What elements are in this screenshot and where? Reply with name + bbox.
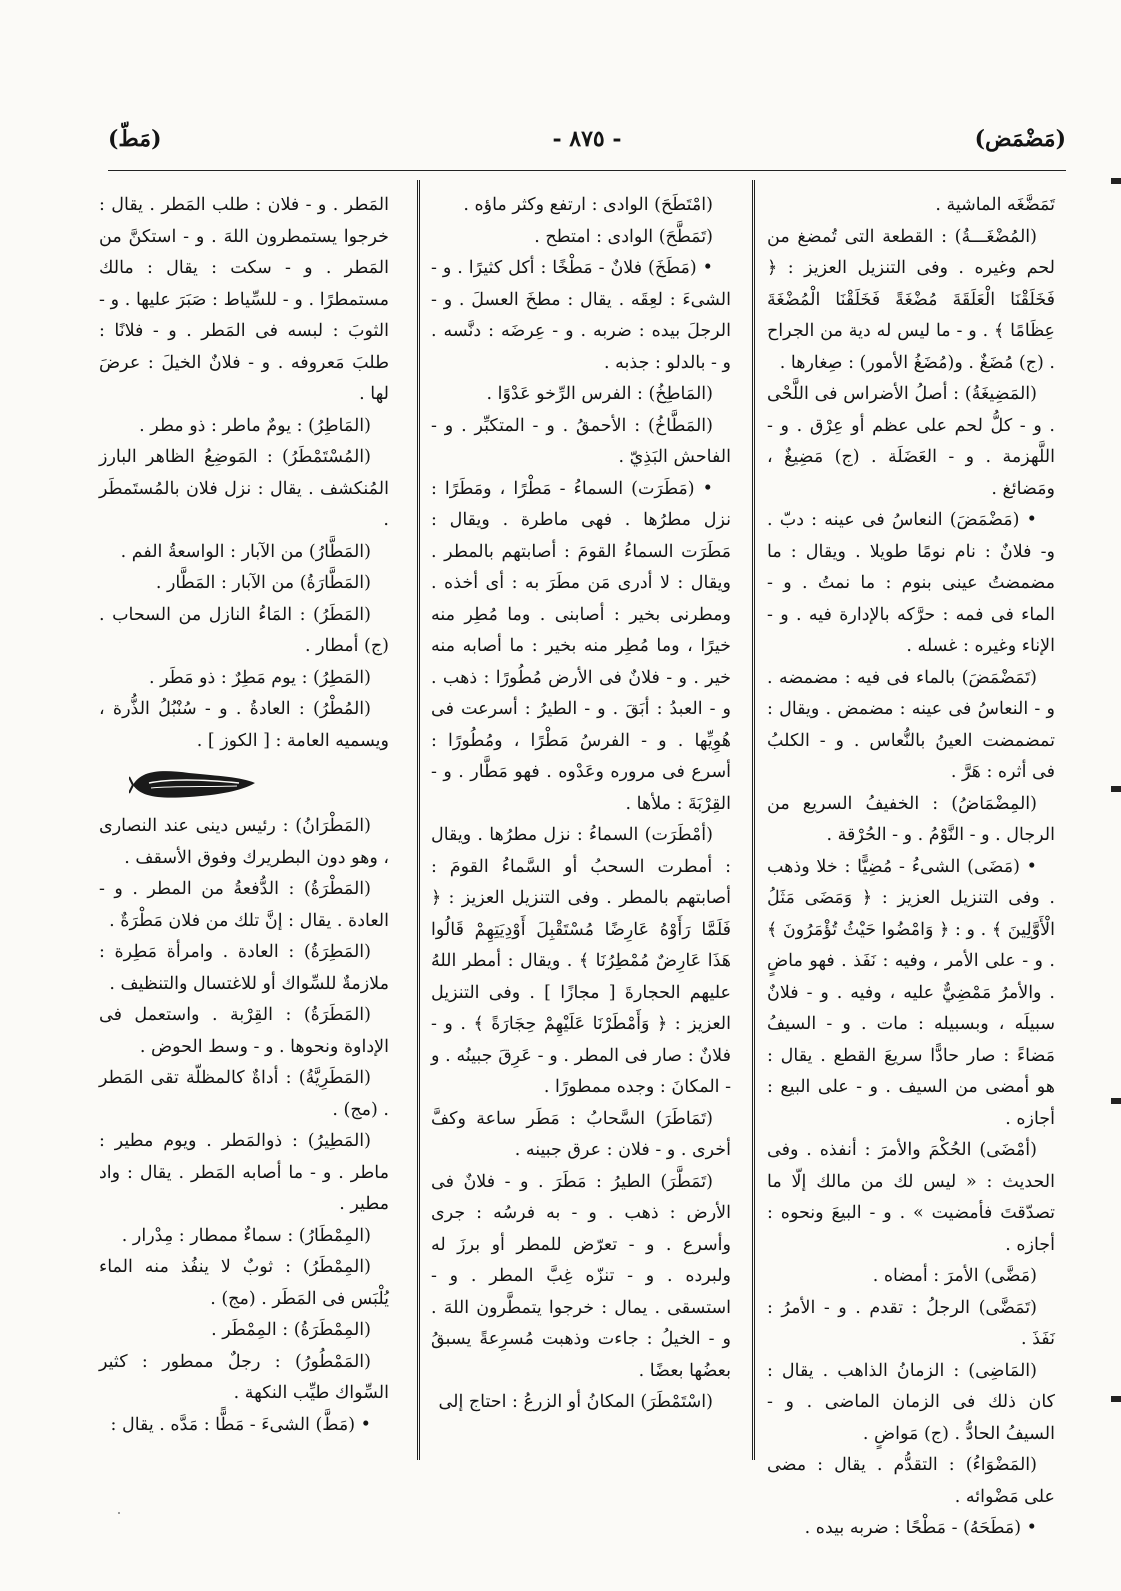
entry-paragraph: • (مَطَّ) الشىءَ - مَطًّا : مَدَّه . يقال :	[110, 1414, 371, 1435]
column-divider	[417, 180, 423, 1460]
entry-paragraph: (المِمْطَارُ) : سماءٌ ممطار : مِدْرار .	[121, 1225, 371, 1246]
column-right	[767, 190, 1055, 1538]
entry-paragraph: (المَطَرَةُ) : القِرْبة . واستعمل فى الإداوة ونحوها . و - وسط الحوض .	[99, 1005, 389, 1057]
entry-paragraph: (أمْطَرَت) السماءُ : نزل مطرُها . ويقال : أمطرت السحبُ أو السَّماءُ القومَ : أصابتهم بالمطر . وفى التنزيل العزيز : ﴿ فَلَمَّا رَأَوْهُ عَارِضًا مُسْتَقْبِلَ أَوْدِيَتِهِمْ قَالُوا هَذَا عَارِضٌ مُمْطِرُنَا ﴾ . ويقال : أمطر اللهُ عليهم الحجارةَ [ مجازًا ] . وفى التنزيل العزيز : ﴿ وَأَمْطَرْنَا عَلَيْهِمْ حِجَارَةً ﴾ . و - فلانٌ : صار فى المطر . و - عَرِقَ جبينُه . و - المكانَ : وجده ممطورًا .	[431, 825, 731, 1097]
entry-paragraph: (المَطَّارَةُ) من الآبار : المَطَّار .	[155, 573, 371, 593]
entry-paragraph: (المِمْطَرَةُ) : المِمْطَر .	[211, 1320, 371, 1340]
entry-paragraph: • (مَضَى) الشىءُ - مُضِيًّا : خلا وذهب . وفى التنزيل العزيز : ﴿ وَمَضَى مَثَلُ الْأَوَّلِينَ ﴾ . و : ﴿ وَامْضُوا حَيْثُ تُؤْمَرُونَ ﴾ . و - على الأمر ، وفيه : نَفَذ . فهو ماضٍ . والأمرُ مَمْضِيٌّ عليه ، وفيه . و - فلانٌ سبيلَه ، وبسبيله : مات . و - السيفُ مَضاءً : صار حادًّا سريعَ القطع . يقال : هو أمضى من السيف . و - على البيع : أجازه .	[767, 856, 1055, 1129]
entry-paragraph: (المَطَّارُ) من الآبار : الواسعةُ الفم .	[120, 541, 371, 562]
column-divider	[752, 180, 758, 1460]
margin-tick	[1111, 1396, 1121, 1402]
entry-paragraph: (تَمَضْمَضَ) بالماء فى فيه : مضمضه . و - النعاسُ فى عينه : مضمض . ويقال : تمضمضت العينُ بالنُّعاس . و - الكلبُ فى أثره : هَرَّ .	[767, 667, 1055, 782]
page-header	[108, 126, 1066, 166]
entry-paragraph: (تَمَاطَرَ) السَّحابُ : مَطَر ساعة وكفَّ أخرى . و - فلان : عرق جبينه .	[431, 1108, 731, 1160]
entry-paragraph: (أمْضَى) الحُكْمَ والأمرَ : أنفذه . وفى الحديث : « ليس لك من مالك إلّا ما تصدّقتَ فأمضيت » . و - البيعَ ونحوه : أجازه .	[767, 1140, 1055, 1255]
entry-paragraph: (تَمَضَّى) الرجلُ : تقدم . و - الأمرُ : نَفَذَ .	[767, 1297, 1055, 1349]
column-left	[99, 190, 389, 1460]
entry-paragraph: (المُطْرُ) : العادةُ . و - سُنْبُلُ الذُّرة ، ويسميه العامة : [ الكوز ] .	[99, 699, 389, 751]
column-middle	[431, 190, 731, 1460]
entry-paragraph: المَطر . و - فلان : طلب المَطر . يقال : خرجوا يستمطرون اللهَ . و - استكنَّ من المَطر . و - سكت : يقال : مالك مستمطرًا . و - للسِّياط : صَبَرَ عليها . و - الثوبَ : لبسه فى المَطر . و - فلانًا : طلبَ مَعروفه . و - فلانٌ الخيلَ : عرضَ لها .	[99, 195, 389, 404]
entry-paragraph: (المَطْرَانُ) : رئيس دينى عند النصارى ، وهو دون البطريرك وفوق الأسقف .	[99, 816, 389, 868]
entry-paragraph: (امْتَطَحَ) الوادى : ارتفع وكثر ماؤه .	[463, 195, 713, 215]
entry-paragraph: (المَاطِرُ) : يومٌ ماطر : ذو مطر .	[139, 415, 371, 436]
entry-paragraph: (مَضَّى) الأمرَ : أمضاه .	[872, 1266, 1037, 1286]
entry-paragraph: تَمَضَّغَه الماشية .	[935, 195, 1055, 215]
margin-tick	[1111, 178, 1121, 184]
entry-paragraph: (اسْتَمْطَرَ) المكانُ أو الزرعُ : احتاج إلى	[438, 1392, 713, 1412]
entry-paragraph: (المَمْطُورُ) : رجلٌ ممطور : كثير السِّواك طيِّب النكهة .	[99, 1351, 389, 1403]
entry-paragraph: (المِضْمَاضُ) : الخفيفُ السريع من الرجال . و - النَّوْمُ . و - الحُرْقة .	[767, 793, 1055, 845]
scan-speck	[118, 1512, 120, 1514]
header-last-entry: (مَطّ)	[108, 126, 162, 152]
entry-paragraph: • (مَضْمَضَ) النعاسُ فى عينه : دبّ . و- فلانٌ : نام نومًا طويلا . ويقال : ما مضمضتُ عينى بنوم : ما نمتُ . و - الماء فى فمه : حرَّكه بالإدارة فيه . و - الإناء وغيره : غسله .	[767, 510, 1055, 656]
entry-paragraph: (المِمْطَرُ) : ثوبٌ لا ينفُذ منه الماء يُلْبَس فى المَطَر . (مج) .	[99, 1257, 389, 1309]
entry-paragraph: (المَضِيغَةُ) : أصلُ الأضراس فى اللَّحْى . و - كلُّ لحم على عظم أو عِرْق . و - اللَّهزمة . و - العَضَلَة . (ج) مَضِيغٌ ، ومَضائغ .	[767, 384, 1055, 499]
entry-paragraph: (المَطِرَةُ) : العادة . وامرأة مَطِرة : ملازمةٌ للسِّواك أو للاغتسال والتنظيف .	[99, 942, 389, 994]
header-rule	[108, 170, 1066, 171]
entry-paragraph: (المَضْوَاءُ) : التقدُّم . يقال : مضى على مَضْوائه .	[767, 1455, 1055, 1507]
entry-paragraph: (المَطَرِيَّةُ) : أداةٌ كالمظلّة تقى المَطر . (مج) .	[99, 1068, 389, 1120]
header-first-entry: (مَضْمَض)	[974, 126, 1066, 152]
entry-paragraph: (المَاطِخُ) : الفرس الرِّخو عَدْوًا .	[486, 384, 713, 404]
entry-paragraph: • (مَطَرَت) السماءُ - مَطْرًا ، ومَطَرًا : نزل مطرُها . فهى ماطرة . ويقال : مَطَرَت السماءُ القومَ : أصابتهم بالمطر . ويقال : لا أدرى مَن مطَرَ به : أى أخذه . ومطرنى بخير : أصابنى . وما مُطِر منه خيرًا ، وما مُطِر منه بخير : ما أصابه منه خير . و - فلانٌ فى الأرض مُطُورًا : ذهب . و - العبدُ : أبَقَ . و - الطيرُ : أسرعت فى هُوِيِّها . و - الفرسُ مَطْرًا ، ومُطُورًا : أسرع فى مروره وعَدْوه . فهو مَطَّار . و - القِرْبَةَ : ملأها .	[431, 478, 731, 814]
corn-ear-illustration	[129, 763, 259, 805]
entry-paragraph: (المَطِرُ) : يوم مَطِرٌ : ذو مَطَر .	[148, 667, 371, 688]
entry-paragraph: (المُضْغَـــةُ) : القطعة التى تُمضغ من لحم وغيره . وفى التنزيل العزيز : ﴿ فَخَلَقْنَا الْعَلَقَةَ مُضْغَةً فَخَلَقْنَا الْمُضْغَةَ عِظَامًا ﴾ . و - ما ليس له دية من الجراح . (ج) مُضَغٌ . و(مُضَغُ الأمور) : صِغارها .	[767, 226, 1055, 373]
margin-tick	[1111, 786, 1121, 792]
entry-paragraph: (المَطَّاخُ) : الأحمقُ . و - المتكبِّر . و - الفاحش البَذِيّ .	[431, 415, 731, 467]
entry-paragraph: (تَمَطَّحَ) الوادى : امتطح .	[534, 226, 713, 247]
entry-paragraph: (المَاضِى) : الزمانُ الذاهب . يقال : كان ذلك فى الزمان الماضى . و - السيفُ الحادُّ . (ج) مَواضٍ .	[767, 1360, 1055, 1444]
entry-paragraph: (المَطِيرُ) : ذوالمَطر . ويوم مطير : ماطر . و - ما أصابه المَطر . يقال : واد مطير .	[99, 1131, 389, 1214]
entry-paragraph: (المُسْتَمْطَرُ) : المَوضِعُ الظاهر البارز المُنكشف . يقال : نزل فلان بالمُستَمطَر .	[99, 447, 389, 530]
entry-paragraph: (المَطَرُ) : المَاءُ النازل من السحاب . (ج) أمطار .	[99, 604, 389, 656]
page-number: - ٨٧٥ -	[552, 126, 622, 152]
margin-tick	[1111, 1098, 1121, 1104]
entry-paragraph: (تَمَطَّرَ) الطيرُ : مَطَرَ . و - فلانٌ فى الأرض : ذهب . و - به فرسُه : جرى وأسرع . و - تعرّض للمطر أو برزَ له ولبرده . و - تنزّه غِبَّ المطر . و - استسقى . يمال : خرجوا يتمطَّرون اللهَ . و - الخيلُ : جاءت وذهبت مُسرِعةً يسبقُ بعضُها بعضًا .	[431, 1171, 731, 1381]
entry-paragraph: • (مَطَحَهُ) - مَطْحًا : ضربه بيده .	[804, 1518, 1037, 1538]
entry-paragraph: (المَطْرَةُ) : الدُّفعةُ من المطر . و - العادة . يقال : إنَّ تلك من فلان مَطْرَةٌ .	[99, 879, 389, 931]
entry-paragraph: • (مَطَخَ) فلانٌ - مَطْخًا : أكل كثيرًا . و - الشىءَ : لعِقَه . يقال : مطخَ العسلَ . و - الرجلَ بيده : ضربه . و - عِرضَه : دنَّسه . و - بالدلو : جذبه .	[431, 258, 731, 373]
